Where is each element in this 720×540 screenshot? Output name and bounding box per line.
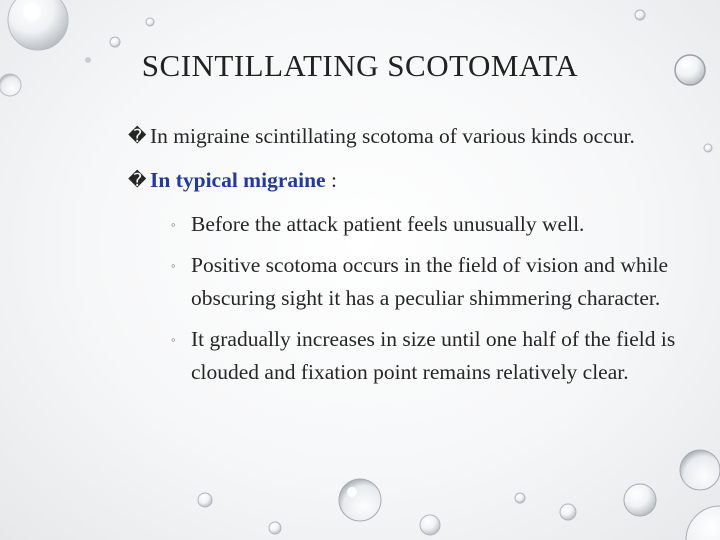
bullet-item — [128, 164, 698, 197]
bullet-text: In migraine scintillating scotoma of various kinds occur. — [150, 124, 635, 148]
bullet-text: : — [325, 168, 337, 192]
bullet-marker-icon: � — [128, 170, 147, 191]
sub-bullet-text: Before the attack patient feels unusually well. — [191, 212, 585, 236]
sub-bullet-item — [171, 323, 698, 389]
drop-cluster-bottom — [198, 450, 720, 540]
circle-bullet-icon: ◦ — [171, 332, 176, 347]
sub-bullet-item — [171, 208, 698, 241]
sub-bullet-text: It gradually increases in size until one half of the field is clouded and fixation point remains relatively clear. — [191, 327, 676, 384]
slide-title: SCINTILLATING SCOTOMATA — [141, 48, 579, 83]
bullet-marker-icon: � — [128, 126, 147, 147]
sub-bullet-item — [171, 249, 698, 315]
bullet-highlight: In typical migraine — [150, 168, 326, 192]
circle-bullet-icon: ◦ — [171, 258, 176, 273]
bullet-item — [128, 120, 698, 153]
sub-bullet-text: Positive scotoma occurs in the field of vision and while obscuring sight it has a peculiar shimmering character. — [191, 253, 669, 310]
slide-body — [128, 120, 698, 397]
circle-bullet-icon: ◦ — [171, 217, 176, 232]
